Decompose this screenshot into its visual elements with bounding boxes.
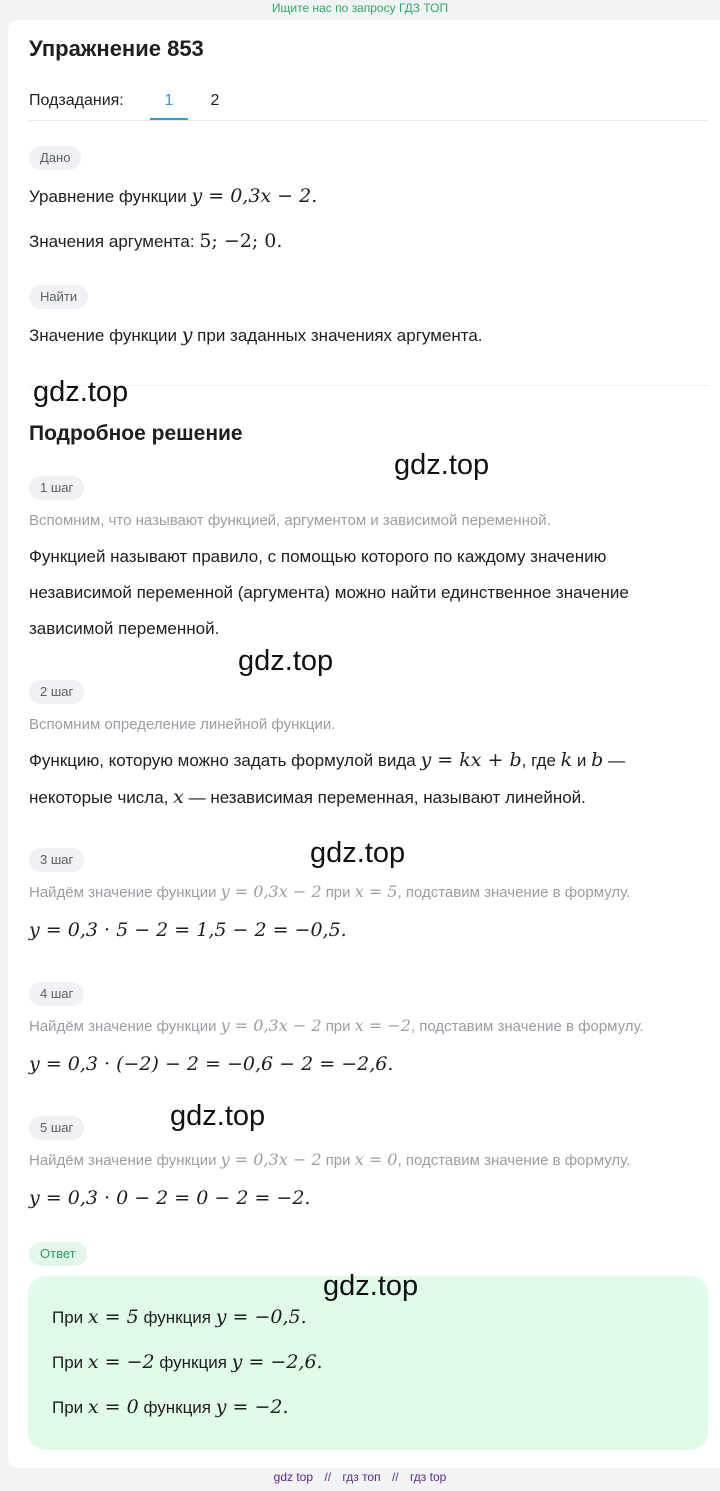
find-text-b: при заданных значениях аргумента. [197, 326, 483, 345]
step-2-math-k: k [560, 749, 573, 771]
step-3-hint-text: Найдём значение функции [29, 884, 217, 901]
step-2-math-x: x [173, 786, 184, 808]
step-4-hint-text: при [325, 1018, 351, 1035]
step-3-result: y = 0,3 · 5 − 2 = 1,5 − 2 = −0,5. [29, 919, 347, 941]
watermark: gdz.top [170, 1100, 266, 1132]
step-5-hint-value: x = 0 [354, 1150, 398, 1169]
step-4-hint-text: Найдём значение функции [29, 1018, 217, 1035]
step-3-hint [29, 879, 630, 906]
step-2-text: , где [521, 751, 556, 770]
answer-text: функция [143, 1308, 212, 1327]
answer-badge: Ответ [29, 1242, 87, 1266]
answer-y: y = −0,5. [215, 1306, 307, 1328]
tab-subtask-2[interactable]: 2 [210, 92, 220, 109]
step-4-hint [29, 1013, 644, 1040]
given-equation-label: Уравнение функции [29, 187, 187, 206]
step-4-hint-formula: y = 0,3x − 2 [220, 1016, 322, 1035]
answer-text: функция [143, 1398, 212, 1417]
section-divider [29, 385, 709, 386]
answer-y: y = −2,6. [231, 1351, 323, 1373]
step-1-body-line: независимой переменной (аргумента) можно найти единственное значение [29, 583, 629, 602]
step-2-badge: 2 шаг [29, 680, 84, 704]
answer-text: функция [159, 1353, 227, 1372]
step-5-hint-formula: y = 0,3x − 2 [220, 1150, 322, 1169]
tab-subtask-1[interactable]: 1 [164, 92, 174, 109]
given-arguments-values: 5; −2; 0. [199, 230, 283, 252]
step-3-hint-text: , подставим значение в формулу. [397, 884, 631, 901]
footer-link[interactable]: gdz top [273, 1470, 314, 1484]
step-3-hint-formula: y = 0,3x − 2 [220, 882, 322, 901]
watermark: gdz.top [238, 645, 334, 677]
find-badge: Найти [29, 285, 88, 309]
footer-separator: // [324, 1470, 332, 1484]
given-equation-formula: y = 0,3x − 2. [191, 185, 318, 207]
given-equation [29, 183, 317, 210]
answer-x: x = −2 [87, 1351, 155, 1373]
step-2-text: — независимая переменная, называют линейной. [188, 788, 586, 807]
step-3-badge: 3 шаг [29, 848, 84, 872]
tabs-divider [29, 120, 709, 121]
exercise-title: Упражнение 853 [29, 36, 204, 61]
footer-link[interactable]: гдз top [409, 1470, 447, 1484]
footer-separator: // [391, 1470, 399, 1484]
step-5-hint-text: Найдём значение функции [29, 1152, 217, 1169]
answer-y: y = −2. [215, 1396, 289, 1418]
step-1-hint: Вспомним, что называют функцией, аргументом и зависимой переменной. [29, 512, 551, 529]
step-2-text: Функцию, которую можно задать формулой вида [29, 751, 416, 770]
step-2-body-line [29, 784, 586, 811]
answer-line [52, 1349, 323, 1376]
step-2-formula: y = kx + b [420, 749, 522, 771]
answer-x: x = 0 [87, 1396, 139, 1418]
answer-text: При [52, 1353, 84, 1372]
step-5-hint-text: при [325, 1152, 351, 1169]
answer-x: x = 5 [87, 1306, 139, 1328]
step-2-text: и [576, 751, 587, 770]
watermark: gdz.top [394, 449, 490, 481]
answer-line [52, 1394, 289, 1421]
subtasks-bar [29, 90, 709, 120]
find-text-a: Значение функции [29, 326, 177, 345]
step-2-text: некоторые числа, [29, 788, 169, 807]
step-5-badge: 5 шаг [29, 1116, 84, 1140]
step-1-body-line: зависимой переменной. [29, 619, 220, 638]
footer-links [0, 1470, 720, 1484]
step-1-body-line: Функцией называют правило, с помощью которого по каждому значению [29, 547, 607, 566]
step-3-hint-text: при [325, 884, 351, 901]
answer-text: При [52, 1398, 84, 1417]
step-2-text: — [608, 751, 626, 770]
watermark: gdz.top [323, 1270, 419, 1302]
step-4-result: y = 0,3 · (−2) − 2 = −0,6 − 2 = −2,6. [29, 1053, 394, 1075]
exercise-card [8, 20, 720, 1468]
given-arguments-label: Значения аргумента: [29, 232, 195, 251]
step-2-body-line [29, 747, 625, 774]
step-4-hint-value: x = −2 [354, 1016, 411, 1035]
find-text [29, 322, 483, 349]
step-3-hint-value: x = 5 [354, 882, 398, 901]
answer-text: При [52, 1308, 84, 1327]
footer-link[interactable]: гдз топ [342, 1470, 381, 1484]
watermark: gdz.top [33, 376, 129, 408]
step-5-hint-text: , подставим значение в формулу. [397, 1152, 631, 1169]
step-2-hint: Вспомним определение линейной функции. [29, 716, 336, 733]
step-5-hint [29, 1147, 630, 1174]
step-4-badge: 4 шаг [29, 982, 84, 1006]
solution-title: Подробное решение [29, 422, 243, 445]
given-arguments [29, 228, 282, 255]
given-badge: Дано [29, 146, 81, 170]
search-banner: Ищите нас по запросу ГДЗ ТОП [271, 1, 449, 15]
step-1-badge: 1 шаг [29, 476, 84, 500]
step-5-result: y = 0,3 · 0 − 2 = 0 − 2 = −2. [29, 1187, 311, 1209]
find-math: y [181, 324, 193, 346]
watermark: gdz.top [310, 837, 406, 869]
answer-line [52, 1304, 307, 1331]
step-2-math-b: b [591, 749, 604, 771]
subtasks-label: Подзадания: [29, 92, 124, 109]
step-4-hint-text: , подставим значение в формулу. [410, 1018, 644, 1035]
